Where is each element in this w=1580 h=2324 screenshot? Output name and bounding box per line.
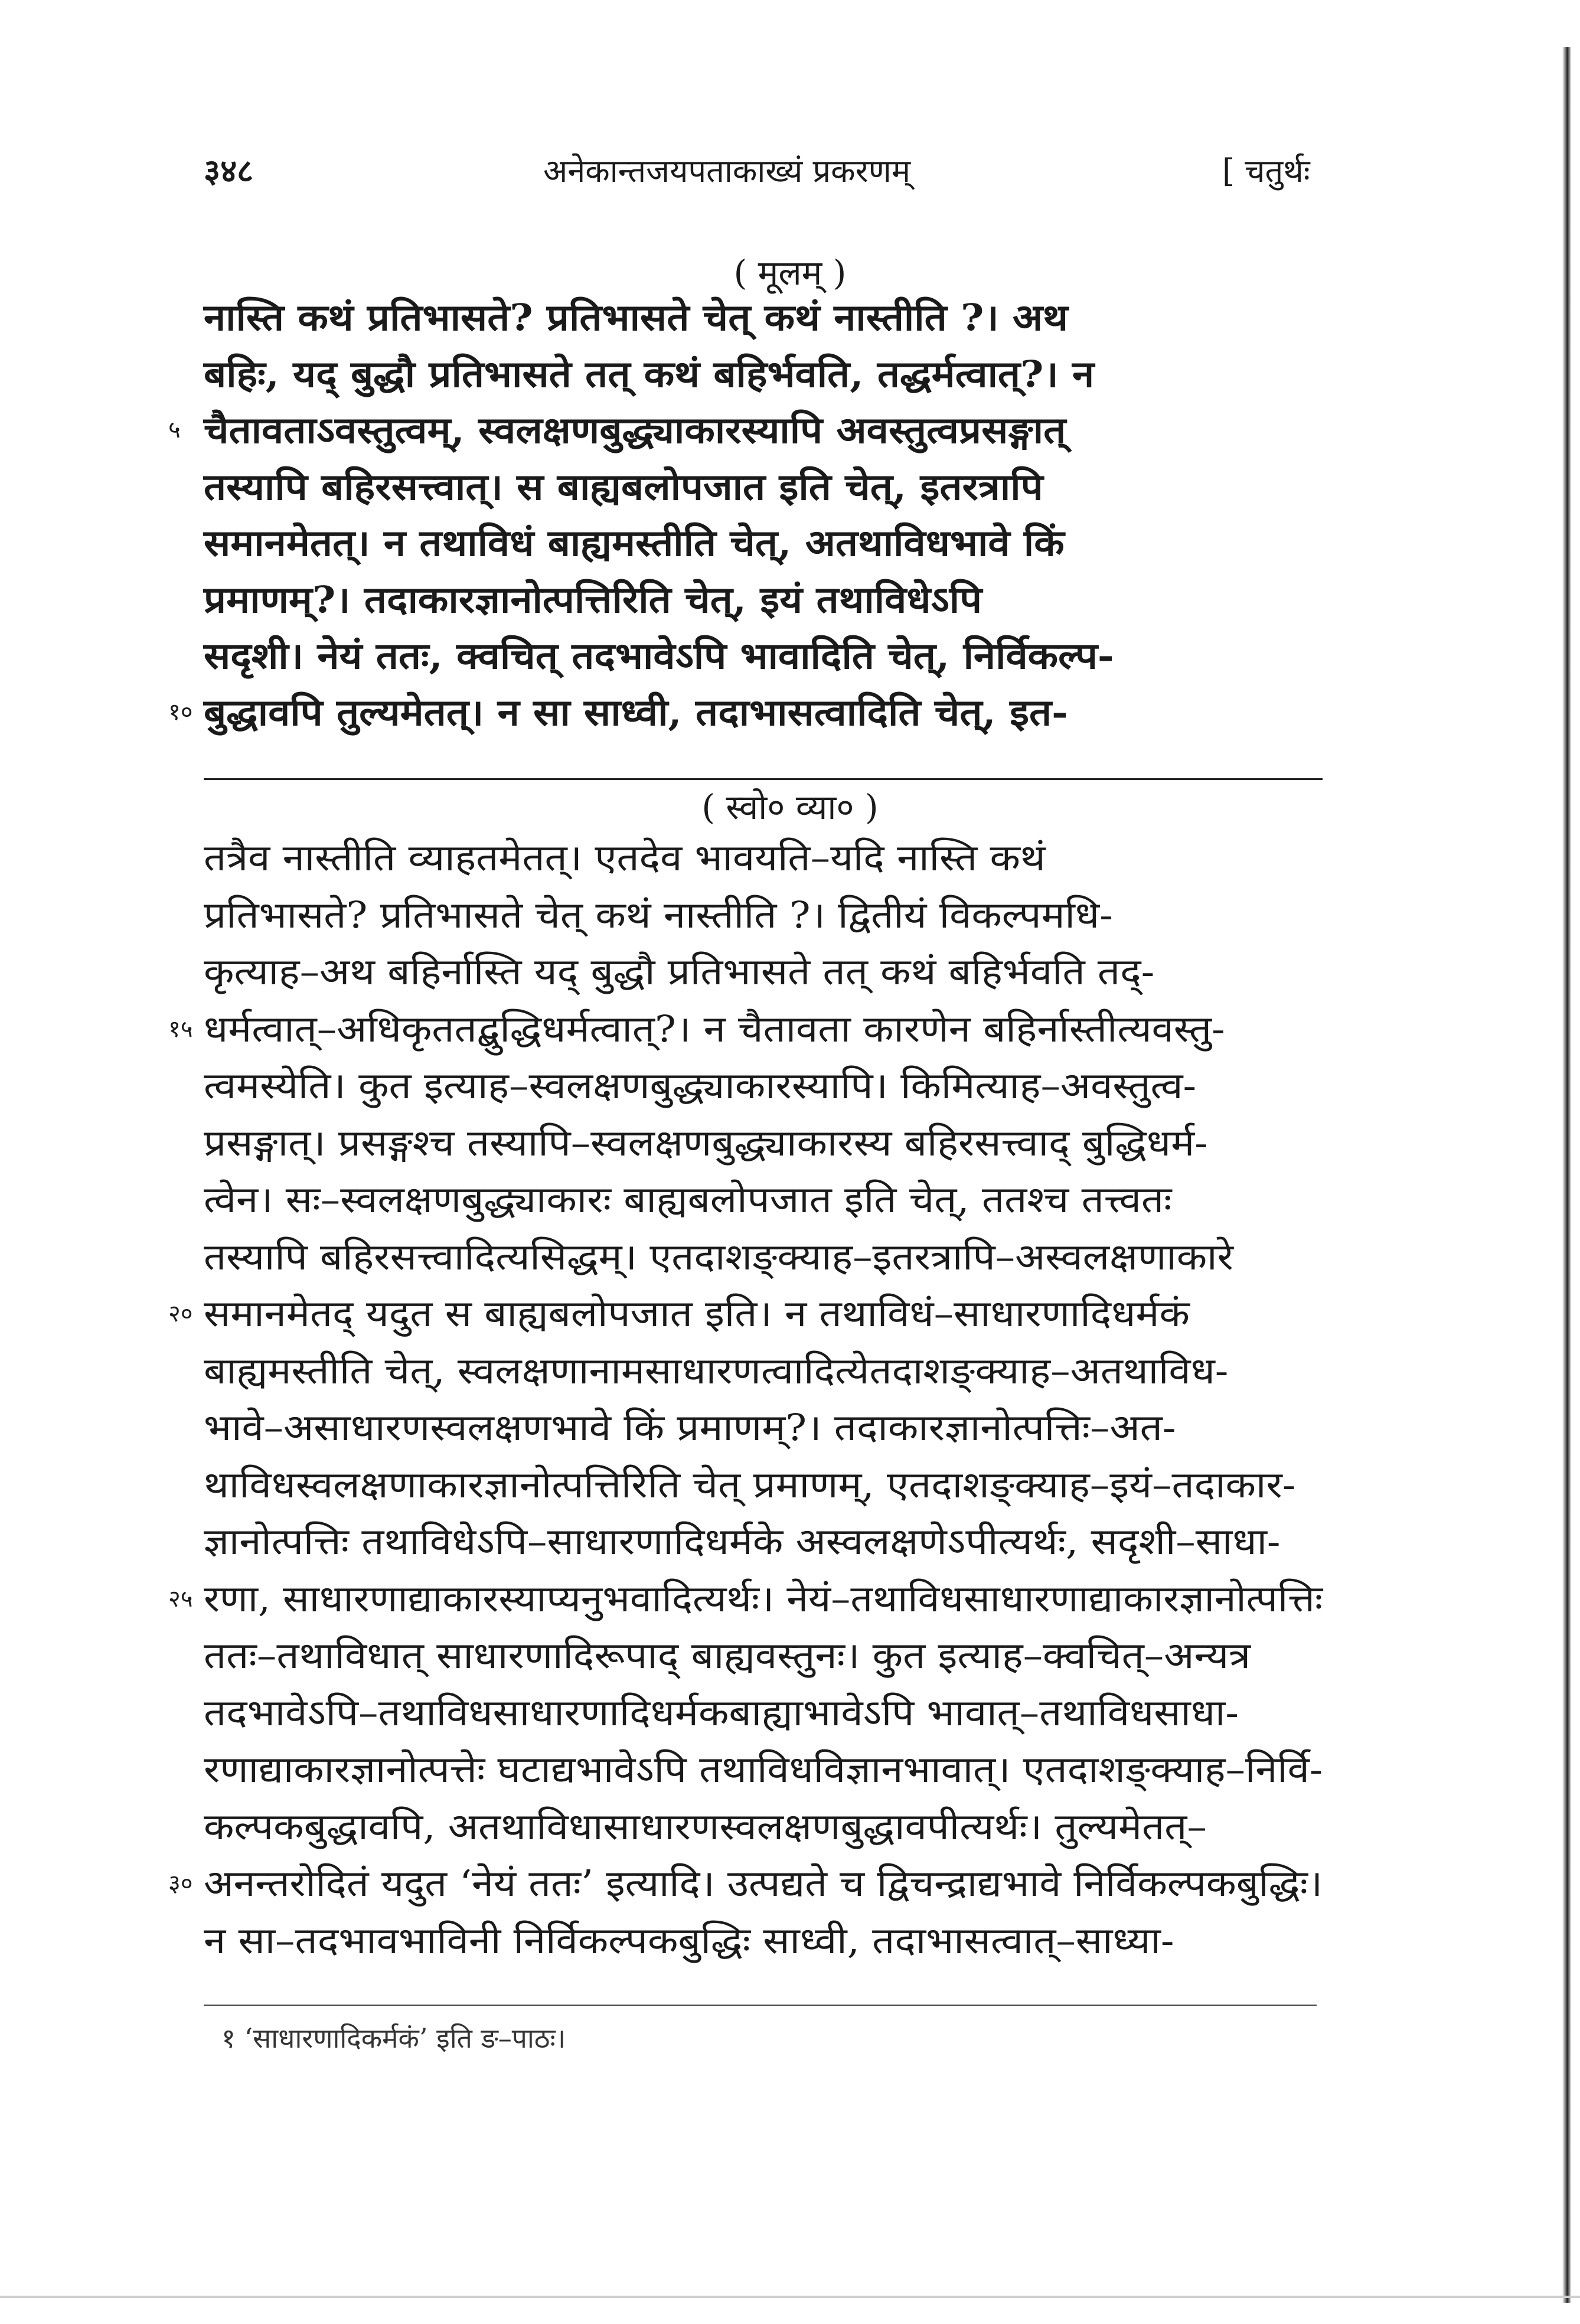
line-text: प्रतिभासते? प्रतिभासते चेत् कथं नास्तीति ?। द्वितीयं विकल्पमधि- — [204, 893, 1113, 936]
text-line — [204, 289, 1323, 346]
text-line — [204, 346, 1323, 403]
text-line — [204, 887, 1323, 944]
line-text: अनन्तरोदितं यदुत ‘नेयं ततः’ इत्यादि। उत्पद्यते च द्विचन्द्राद्यभावे निर्विकल्पकबुद्धिः। — [204, 1862, 1323, 1905]
section-divider — [204, 778, 1323, 780]
line-text: धर्मत्वात्–अधिकृततद्बुद्धिधर्मत्वात्?। न चैतावता कारणेन बहिर्नास्तीत्यवस्तु- — [204, 1007, 1225, 1050]
page-header — [0, 148, 1580, 207]
line-text: रणाद्याकारज्ञानोत्पत्तेः घटाद्यभावेऽपि तथाविधविज्ञानभावात्। एतदाशङ्क्याह–निर्वि- — [204, 1748, 1323, 1791]
line-number: २० — [168, 1300, 193, 1327]
text-line — [168, 1855, 1323, 1912]
text-line — [204, 944, 1323, 1001]
line-text: रणा, साधारणाद्याकारस्याप्यनुभवादित्यर्थः। नेयं–तथाविधसाधारणाद्याकारज्ञानोत्पत्तिः — [204, 1576, 1323, 1620]
line-text: ततः–तथाविधात् साधारणादिरूपाद् बाह्यवस्तुनः। कुत इत्याह–क्वचित्–अन्यत्र — [204, 1634, 1251, 1677]
text-line — [204, 459, 1323, 515]
line-text: चैतावताऽवस्तुत्वम्, स्वलक्षणबुद्ध्याकारस्यापि अवस्तुत्वप्रसङ्गात् — [204, 409, 1066, 452]
line-text: बाह्यमस्तीति चेत्, स्वलक्षणानामसाधारणत्वादित्येतदाशङ्क्याह–अतथाविध- — [204, 1349, 1229, 1392]
page-number: ३४८ — [204, 152, 254, 190]
text-line — [204, 1229, 1323, 1286]
text-line — [204, 1513, 1323, 1571]
running-title: अनेकान्तजयपताकाख्यं प्रकरणम् — [543, 152, 911, 190]
line-text: बुद्धावपि तुल्यमेतत्। न सा साध्वी, तदाभासत्वादिति चेत्, इत- — [204, 690, 1068, 734]
mula-text — [168, 289, 1323, 740]
text-line — [204, 1799, 1323, 1856]
text-line — [204, 515, 1323, 572]
line-text: बहिः, यद् बुद्धौ प्रतिभासते तत् कथं बहिर्भवति, तद्धर्मत्वात्?। न — [204, 352, 1095, 396]
line-text: त्वमस्येति। कुत इत्याह–स्वलक्षणबुद्ध्याकारस्यापि। किमित्याह–अवस्तुत्व- — [204, 1064, 1197, 1107]
line-text: थाविधस्वलक्षणाकारज्ञानोत्पत्तिरिति चेत् प्रमाणम्, एतदाशङ्क्याह–इयं–तदाकार- — [204, 1463, 1296, 1506]
text-line — [204, 1741, 1323, 1799]
line-number: १५ — [168, 1015, 193, 1043]
text-line — [204, 628, 1323, 684]
line-text: प्रमाणम्?। तदाकारज्ञानोत्पत्तिरिति चेत्, इयं तथाविधेऽपि — [204, 577, 982, 621]
text-line — [168, 402, 1323, 459]
text-line — [204, 1115, 1323, 1172]
line-text: प्रसङ्गात्। प्रसङ्गश्च तस्यापि–स्वलक्षणबुद्ध्याकारस्य बहिरसत्त्वाद् बुद्धिधर्म- — [204, 1121, 1208, 1164]
line-text: ज्ञानोत्पत्तिः तथाविधेऽपि–साधारणादिधर्मके अस्वलक्षणेऽपीत्यर्थः, सदृशी–साधा- — [204, 1520, 1281, 1563]
line-text: त्वेन। सः–स्वलक्षणबुद्ध्याकारः बाह्यबलोपजात इति चेत्, ततश्च तत्त्वतः — [204, 1178, 1172, 1221]
line-number: १० — [168, 698, 193, 726]
vyakhya-label: ( स्वो० व्या० ) — [701, 787, 879, 827]
text-line — [204, 1399, 1323, 1457]
footnote: १ ‘साधारणादिकर्मकं’ इति ङ–पाठः। — [221, 2022, 566, 2054]
line-text: भावे–असाधारणस्वलक्षणभावे किं प्रमाणम्?। तदाकारज्ञानोत्पत्तिः–अत- — [204, 1406, 1176, 1449]
line-text: न सा–तदभावभाविनी निर्विकल्पकबुद्धिः साध्वी, तदाभासत्वात्–साध्या- — [204, 1918, 1174, 1962]
section-marker: [ चतुर्थः — [1222, 152, 1310, 190]
line-text: तस्यापि बहिरसत्त्वादित्यसिद्धम्। एतदाशङ्क्याह–इतरत्रापि–अस्वलक्षणाकारे — [204, 1235, 1233, 1278]
mula-label: ( मूलम् ) — [733, 253, 847, 293]
scan-bottom-edge — [0, 2296, 1580, 2298]
line-text: तदभावेऽपि–तथाविधसाधारणादिधर्मकबाह्याभावेऽपि भावात्–तथाविधसाधा- — [204, 1690, 1239, 1734]
text-line — [204, 572, 1323, 628]
text-line — [204, 1171, 1323, 1229]
line-number: ३० — [168, 1870, 193, 1897]
line-text: सदृशी। नेयं ततः, क्वचित् तदभावेऽपि भावादिति चेत्, निर्विकल्प- — [204, 634, 1114, 677]
text-line — [168, 1001, 1323, 1058]
text-line — [204, 830, 1323, 887]
line-text: कृत्याह–अथ बहिर्नास्ति यद् बुद्धौ प्रतिभासते तत् कथं बहिर्भवति तद्- — [204, 950, 1155, 993]
text-line — [204, 1912, 1323, 1970]
line-text: समानमेतद् यदुत स बाह्यबलोपजात इति। न तथाविधं–साधारणादिधर्मकं — [204, 1292, 1190, 1335]
line-text: तत्रैव नास्तीति व्याहतमेतत्। एतदेव भावयति–यदि नास्ति कथं — [204, 836, 1046, 879]
footnote-divider — [204, 2005, 1317, 2006]
line-number: २५ — [168, 1585, 193, 1613]
text-line — [204, 1685, 1323, 1742]
line-number: ५ — [168, 416, 181, 443]
text-line — [204, 1343, 1323, 1400]
text-line — [168, 1571, 1323, 1628]
line-text: कल्पकबुद्धावपि, अतथाविधासाधारणस्वलक्षणबुद्धावपीत्यर्थः। तुल्यमेतत्– — [204, 1804, 1207, 1848]
scan-edge — [1562, 47, 1571, 2303]
text-line — [168, 684, 1323, 741]
text-line — [204, 1057, 1323, 1115]
line-text: समानमेतत्। न तथाविधं बाह्यमस्तीति चेत्, अतथाविधभावे किं — [204, 521, 1065, 564]
text-line — [204, 1457, 1323, 1514]
text-line — [204, 1627, 1323, 1685]
text-line — [168, 1285, 1323, 1343]
vyakhya-text — [168, 830, 1323, 1969]
line-text: नास्ति कथं प्रतिभासते? प्रतिभासते चेत् कथं नास्तीति ?। अथ — [204, 296, 1068, 339]
line-text: तस्यापि बहिरसत्त्वात्। स बाह्यबलोपजात इति चेत्, इतरत्रापि — [204, 465, 1043, 508]
